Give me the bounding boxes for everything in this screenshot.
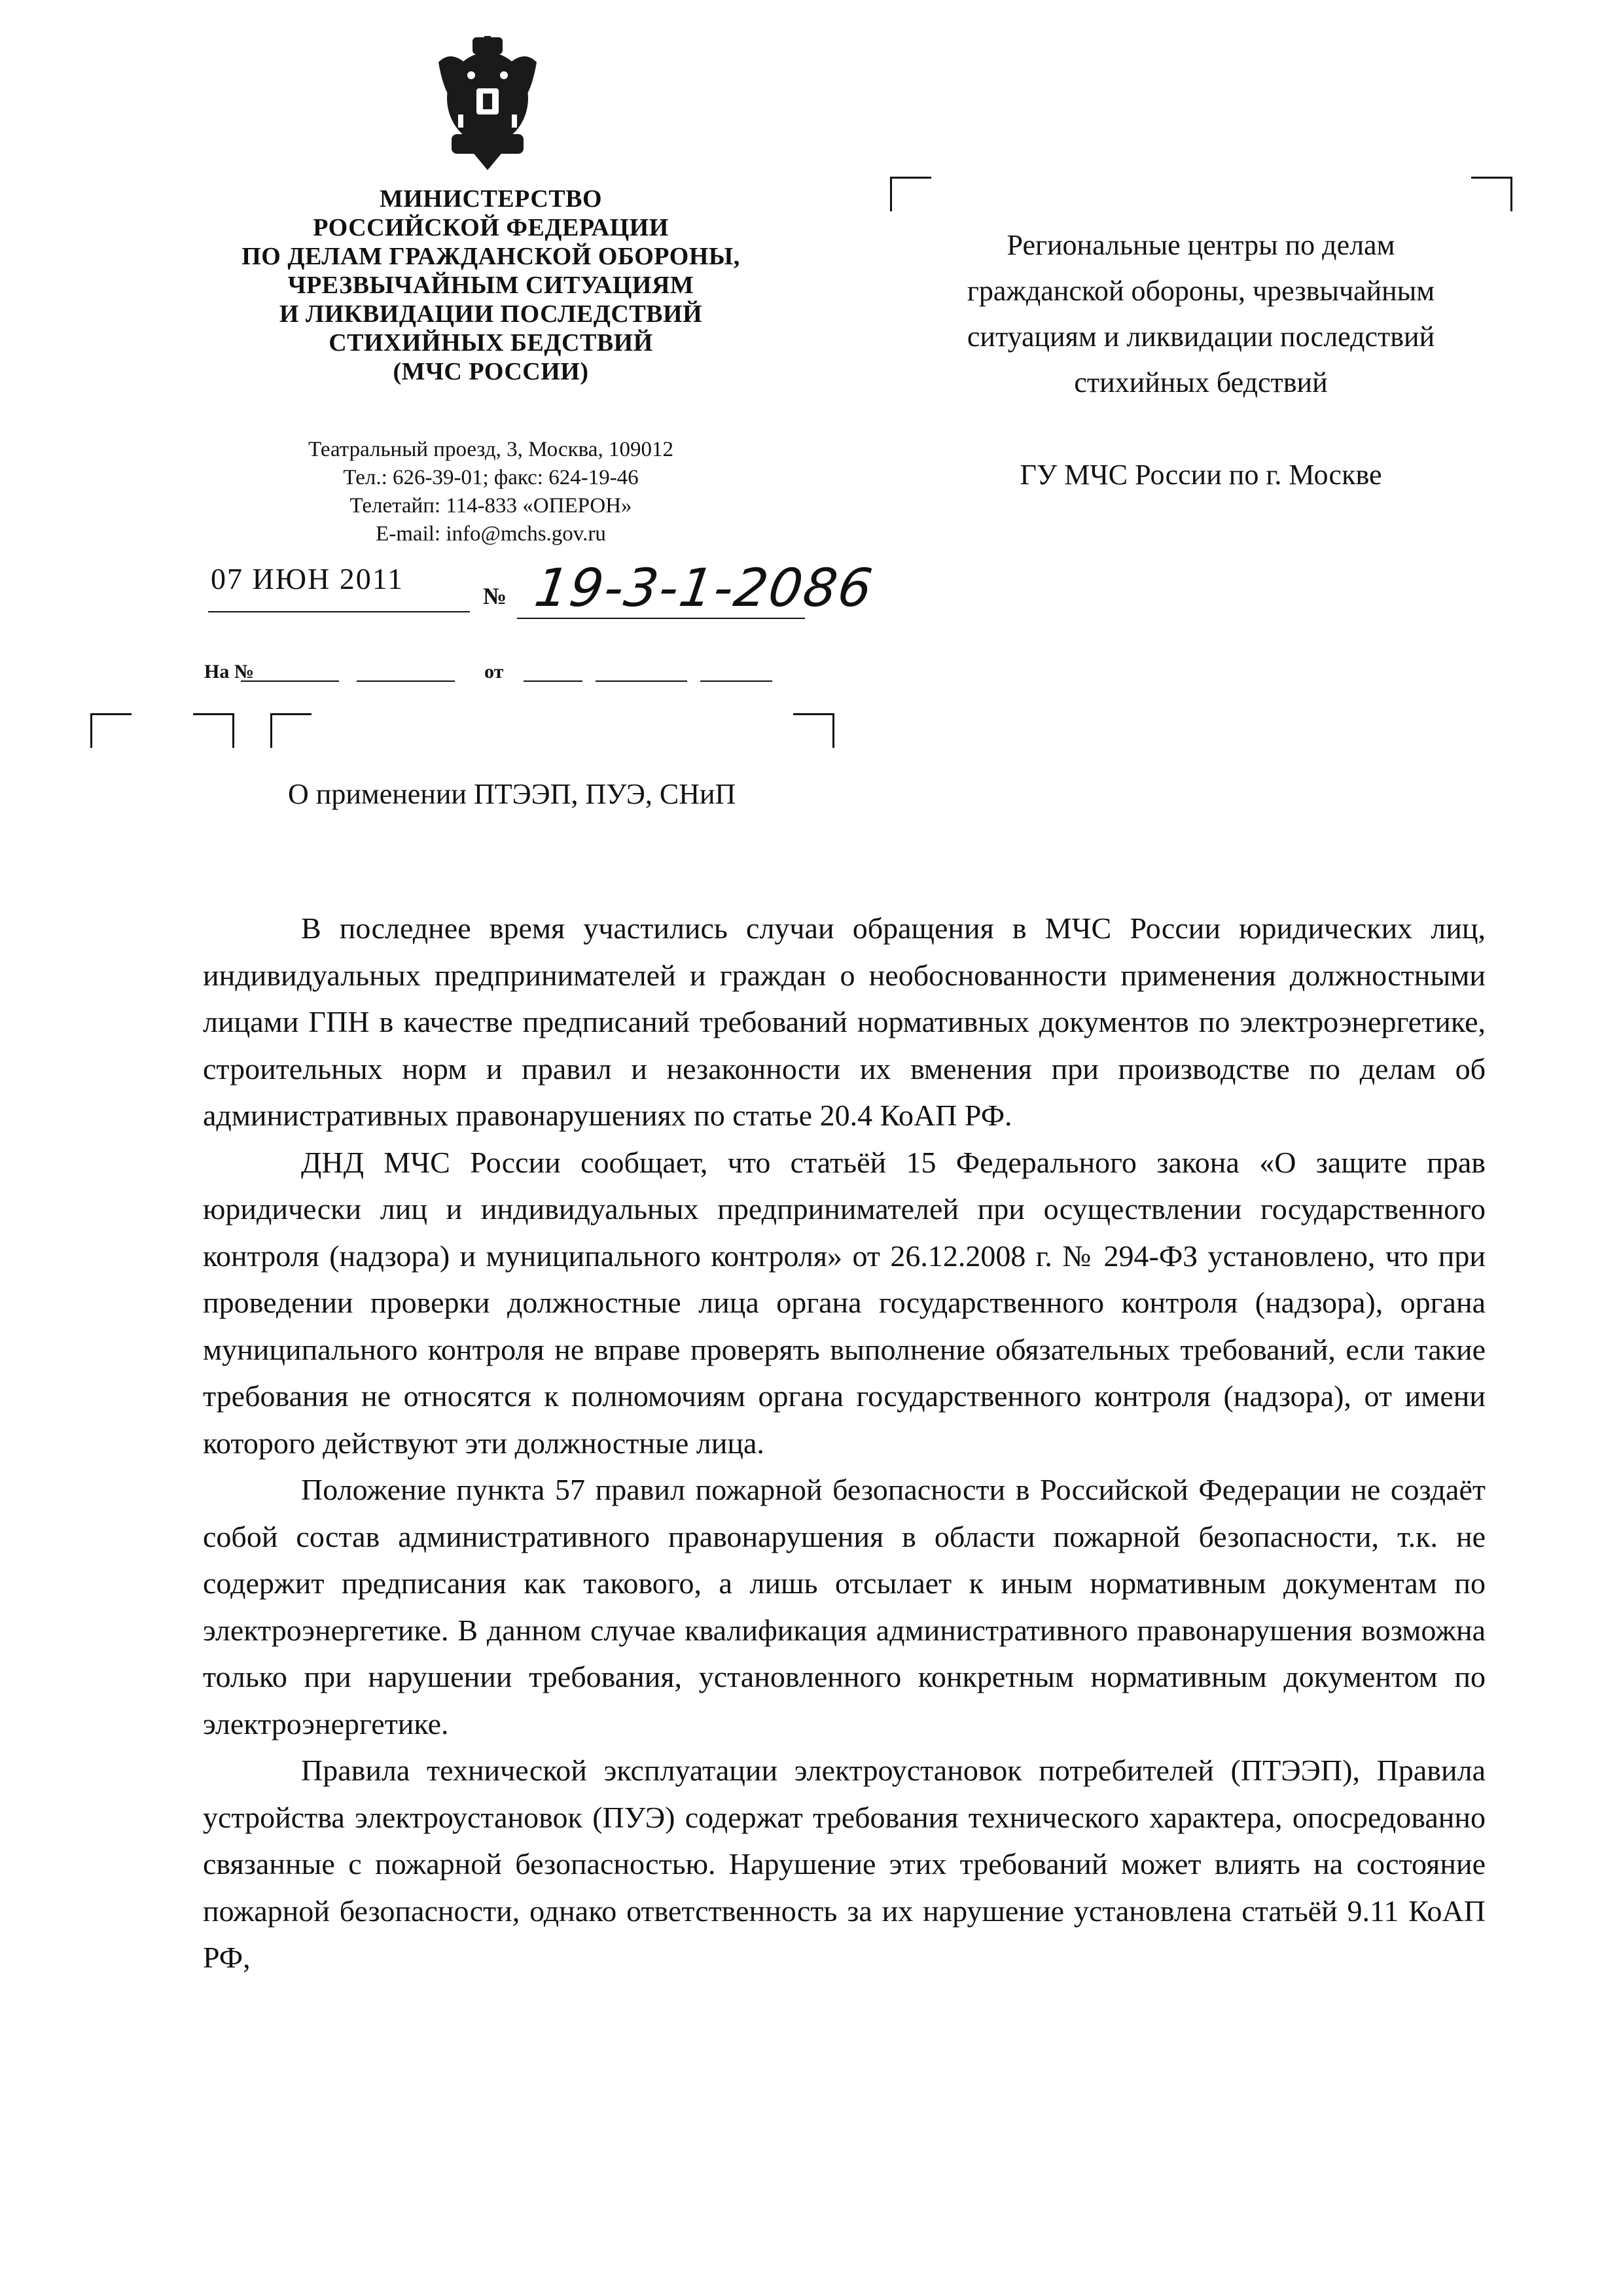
reply-number-blank [357, 680, 455, 682]
from-label: от [484, 661, 504, 682]
body-paragraph: ДНД МЧС России сообщает, что статьёй 15 Федерального закона «О защите прав юридически лиц и индивидуальных предпринимателей при осуществлении государственного контроля (надзора) и муниципального контроля» от 26.12.2008 г. № 294-ФЗ установлено, что при проведении проверки должностные лица органа государственного контроля (надзора), органа муниципального контроля не вправе проверять выполнение обязательных требований, если такие требования не относятся к полномочиям органа государственного контроля (надзора), от имени которого действуют эти должностные лица. [203, 1145, 1486, 1460]
letter-subject: О применении ПТЭЭП, ПУЭ, СНиП [288, 778, 736, 810]
ministry-line: МИНИСТЕРСТВО [379, 185, 603, 213]
phone-line: Тел.: 626-39-01; факс: 624-19-46 [343, 466, 639, 489]
addressee-line: стихийных бедствий [1074, 366, 1328, 398]
number-label: № [483, 583, 507, 609]
addressee-secondary: ГУ МЧС России по г. Москве [1020, 459, 1382, 491]
addressee-block [890, 222, 1512, 406]
addressee-corner-tl [890, 177, 931, 211]
ministry-line: ПО ДЕЛАМ ГРАЖДАНСКОЙ ОБОРОНЫ, [241, 243, 740, 270]
from-date-blank [596, 680, 687, 682]
body-paragraph: Правила технической эксплуатации электроустановок потребителей (ПТЭЭП), Правила устройства электроустановок (ПУЭ) содержат требования технического характера, опосредованно связанные с пожарной безопасностью. Нарушение этих требований может влиять на состояние пожарной безопасности, однако ответственность за их нарушение установлена статьёй 9.11 КоАП РФ, [203, 1754, 1486, 1974]
from-date-blank [524, 680, 582, 682]
subject-corner-tr [193, 713, 234, 748]
ministry-line: РОССИЙСКОЙ ФЕДЕРАЦИИ [313, 214, 669, 241]
ministry-line: И ЛИКВИДАЦИИ ПОСЛЕДСТВИЙ [279, 300, 703, 328]
reply-to-label: На № [204, 661, 254, 682]
teletype-line: Телетайп: 114-833 «ОПЕРОН» [349, 494, 632, 518]
ministry-line: (МЧС РОССИИ) [393, 358, 589, 385]
date-underline [208, 611, 470, 612]
subject-corner-tr [793, 713, 834, 748]
letter-body [203, 905, 1486, 1981]
body-paragraph: В последнее время участились случаи обращения в МЧС России юридических лиц, индивидуальных предпринимателей и граждан о необоснованности применения должностными лицами ГПН в качестве предписаний требований нормативных документов по электроэнергетике, строительных норм и правил и незаконности их вменения при производстве по делам об административных правонарушениях по статье 20.4 КоАП РФ. [203, 911, 1486, 1132]
subject-corner-tl [90, 713, 132, 748]
date-stamp: 07 ИЮН 2011 [211, 562, 404, 595]
addressee-line: ситуациям и ликвидации последствий [967, 321, 1435, 353]
addressee-line: гражданской обороны, чрезвычайным [967, 275, 1435, 307]
body-paragraph: Положение пункта 57 правил пожарной безопасности в Российской Федерации не создаёт собой состав административного правонарушения в области пожарной безопасности, т.к. не содержит предписания как такового, а лишь отсылает к иным нормативным документам по электроэнергетике. В данном случае квалификация административного правонарушения возможна только при нарушении требования, установленного конкретным нормативным документом по электроэнергетике. [203, 1473, 1486, 1740]
ministry-line: ЧРЕЗВЫЧАЙНЫМ СИТУАЦИЯМ [287, 272, 694, 299]
addressee-corner-tr [1471, 177, 1512, 211]
registration-number: 19-3-1-2086 [531, 557, 878, 618]
ministry-line: СТИХИЙНЫХ БЕДСТВИЙ [329, 329, 653, 357]
ministry-name [196, 185, 785, 386]
coat-of-arms-emblem [432, 36, 543, 170]
reply-number-blank [241, 680, 339, 682]
ministry-address [196, 436, 785, 548]
email-line: E-mail: info@mchs.gov.ru [376, 522, 606, 546]
address-line: Театральный проезд, 3, Москва, 109012 [308, 438, 673, 461]
from-date-blank [700, 680, 772, 682]
number-underline [517, 618, 805, 619]
addressee-line: Региональные центры по делам [1007, 229, 1395, 261]
subject-corner-tl [270, 713, 312, 748]
